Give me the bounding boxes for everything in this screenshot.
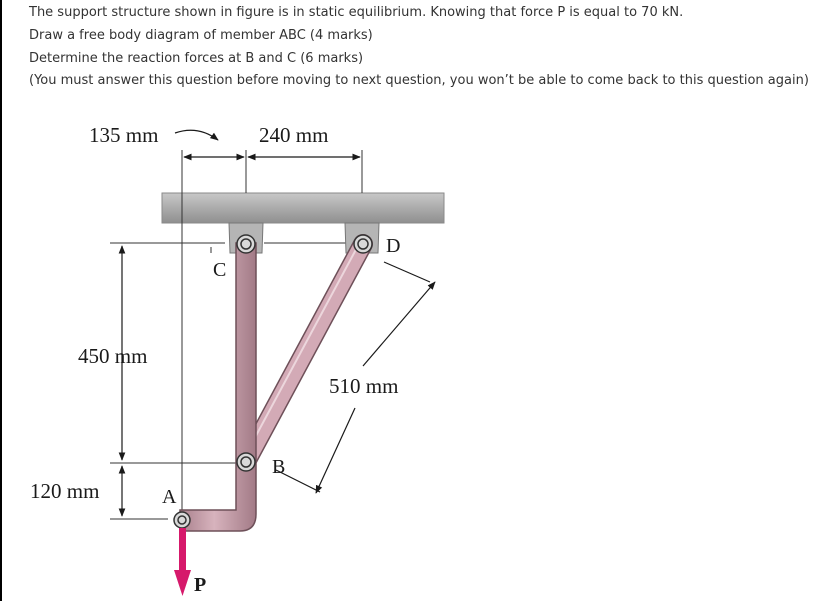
member-bd bbox=[244, 242, 363, 460]
pin-b bbox=[237, 453, 255, 471]
question-part-fbd: Draw a free body diagram of member ABC (4 marks) bbox=[29, 28, 373, 43]
pin-a bbox=[174, 512, 190, 528]
question-note: (You must answer this question before moving to next question, you won’t be able to come back to this question again) bbox=[29, 73, 809, 88]
question-part-reactions: Determine the reaction forces at B and C (6 marks) bbox=[29, 51, 364, 66]
label-p: P bbox=[194, 574, 207, 596]
ceiling-support bbox=[162, 193, 444, 223]
question-statement: The support structure shown in figure is in static equilibrium. Knowing that force P is equal to 70 kN. bbox=[29, 5, 684, 20]
dimension-510: 510 mm bbox=[329, 374, 399, 398]
dimension-120: 120 mm bbox=[30, 479, 100, 503]
label-a: A bbox=[162, 486, 177, 508]
label-b: B bbox=[272, 456, 286, 478]
pin-d bbox=[354, 235, 372, 253]
label-c: C bbox=[213, 259, 227, 281]
pin-c bbox=[237, 235, 255, 253]
dimension-240: 240 mm bbox=[259, 123, 329, 147]
dimension-450: 450 mm bbox=[78, 344, 148, 368]
label-d: D bbox=[386, 235, 401, 257]
dimension-135: 135 mm bbox=[89, 123, 159, 147]
support-structure-figure bbox=[0, 100, 500, 601]
force-p-arrow bbox=[174, 528, 191, 596]
member-abc bbox=[180, 243, 256, 531]
